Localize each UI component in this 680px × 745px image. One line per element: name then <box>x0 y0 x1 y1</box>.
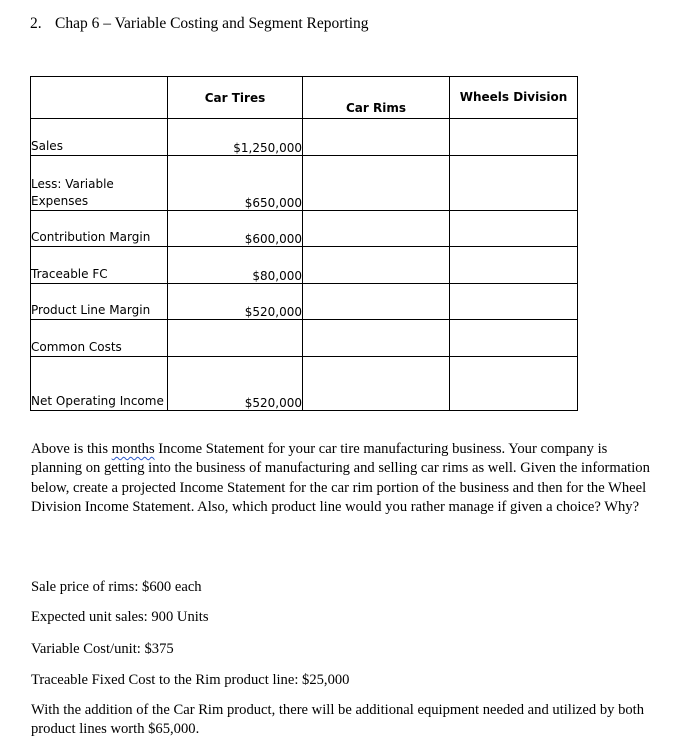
table-row <box>31 247 578 284</box>
table-row <box>31 119 578 156</box>
rims-value <box>303 320 450 357</box>
tires-value: $650,000 <box>168 156 303 211</box>
income-statement-table <box>30 76 578 411</box>
header-blank <box>31 77 168 119</box>
row-label: Common Costs <box>31 320 168 357</box>
question-number: 2. <box>30 15 42 32</box>
wheels-value <box>450 320 578 357</box>
tires-value: $1,250,000 <box>168 119 303 156</box>
rims-value <box>303 357 450 411</box>
question-title: Chap 6 – Variable Costing and Segment Reporting <box>55 15 369 32</box>
wheels-value <box>450 156 578 211</box>
tires-value: $520,000 <box>168 284 303 320</box>
spellcheck-underlined-word: months <box>111 441 155 457</box>
wheels-value <box>450 284 578 320</box>
rims-value <box>303 119 450 156</box>
rims-value <box>303 156 450 211</box>
row-label: Net Operating Income <box>31 357 168 411</box>
wheels-value <box>450 247 578 284</box>
info-traceable-fixed-cost: Traceable Fixed Cost to the Rim product line: $25,000 <box>31 672 350 688</box>
header-car-rims: Car Rims <box>303 77 450 119</box>
wheels-value <box>450 357 578 411</box>
wheels-value <box>450 211 578 247</box>
row-label: Product Line Margin <box>31 284 168 320</box>
table-row <box>31 156 578 211</box>
row-label: Less: Variable Expenses <box>31 156 168 211</box>
info-unit-sales: Expected unit sales: 900 Units <box>31 609 209 625</box>
table-row <box>31 320 578 357</box>
table-row <box>31 211 578 247</box>
row-label: Contribution Margin <box>31 211 168 247</box>
table-header-row <box>31 77 578 119</box>
header-wheels-division: Wheels Division <box>450 77 578 119</box>
info-variable-cost: Variable Cost/unit: $375 <box>31 641 174 657</box>
table-row <box>31 357 578 411</box>
row-label: Traceable FC <box>31 247 168 284</box>
wheels-value <box>450 119 578 156</box>
row-label: Sales <box>31 119 168 156</box>
header-car-tires: Car Tires <box>168 77 303 119</box>
paragraph-start: Above is this <box>31 441 112 457</box>
info-sale-price: Sale price of rims: $600 each <box>31 579 202 595</box>
rims-value <box>303 247 450 284</box>
tires-value: $80,000 <box>168 247 303 284</box>
rims-value <box>303 211 450 247</box>
rims-value <box>303 284 450 320</box>
tires-value <box>168 320 303 357</box>
info-shared-equipment: With the addition of the Car Rim product, there will be additional equipment needed and utilized by both product lines worth $65,000. <box>31 702 645 738</box>
tires-value: $520,000 <box>168 357 303 411</box>
page-title <box>30 15 369 33</box>
paragraph-rest: Income Statement for your car tire manufacturing business. Your company is planning on getting into the business of manufacturing and selling car rims as well. Given the information below, create a projected Income Statement for the car rim portion of the business and then for the Wheel Division Income Statement. Also, which product line would you rather manage if given a choice? Why? <box>31 441 650 516</box>
tires-value: $600,000 <box>168 211 303 247</box>
table-row <box>31 284 578 320</box>
instructions-paragraph <box>31 440 659 518</box>
